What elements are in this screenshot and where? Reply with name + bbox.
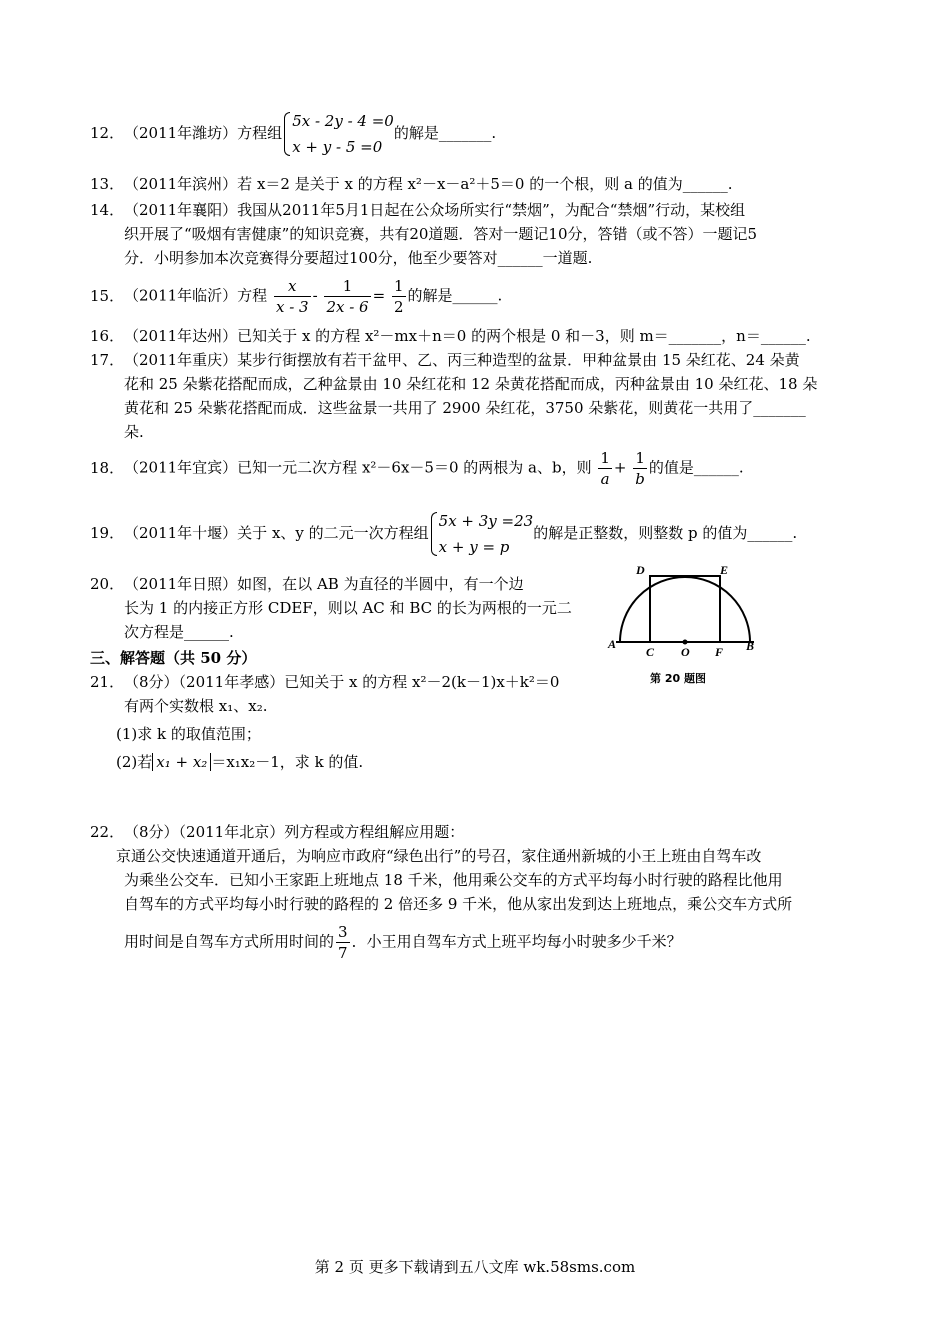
question-number: 19． (90, 524, 125, 542)
equation-line: x + y = p (438, 538, 510, 556)
label-e: E (720, 563, 729, 577)
question-text: （2011年日照）如图，在以 AB 为直径的半圆中，有一个边 (124, 575, 524, 593)
question-17 (90, 348, 870, 444)
question-19 (90, 508, 870, 560)
equation-line: x + y - 5 =0 (292, 138, 383, 156)
question-text: 用时间是自驾车方式所用时间的 (124, 932, 335, 951)
numerator: 1 (393, 277, 404, 295)
question-number: 15． (90, 286, 125, 305)
question-text: 织开展了“吸烟有害健康”的知识竞赛，共有20道题．答对一题记10分，答错（或不答）一题记5 (124, 225, 758, 243)
fraction (598, 448, 612, 489)
page-footer: 第 2 页 更多下载请到五八文库 wk.58sms.com (314, 1258, 636, 1276)
question-15 (90, 276, 870, 317)
label-b: B (746, 639, 755, 653)
equation-line: 5x - 2y - 4 =0 (292, 112, 394, 130)
equation-line: 5x + 3y =23 (438, 512, 534, 530)
operator: = (372, 286, 386, 305)
center-point (683, 640, 688, 645)
question-text: （8分）（2011年孝感）已知关于 x 的方程 x²－2(k－1)x＋k²＝0 (124, 673, 560, 691)
question-number: 22． (90, 823, 125, 841)
question-text: 京通公交快速通道开通后，为响应市政府“绿色出行”的号召，家住通州新城的小王上班由自驾车改 (116, 847, 762, 865)
absolute-value: x₁ + x₂ (152, 753, 211, 771)
question-16 (90, 324, 870, 348)
question-text: 朵. (124, 423, 144, 441)
denominator: b (635, 470, 645, 488)
question-text: 次方程是______. (124, 623, 234, 641)
question-text: (2)若 (116, 753, 153, 771)
question-number: 14． (90, 201, 125, 219)
section-title: 三、解答题（共 50 分） (90, 649, 257, 667)
question-text: 的解是正整数，则整数 p 的值为______. (533, 524, 798, 542)
label-f: F (715, 645, 724, 659)
operator: - (312, 286, 318, 305)
fraction (633, 448, 647, 489)
square-cdef (650, 576, 720, 642)
question-text: ．小王用自驾车方式上班平均每小时驶多少千米？ (351, 932, 682, 951)
question-text: （2011年襄阳）我国从2011年5月1日起在公众场所实行“禁烟”，为配合“禁烟”行动，某校组 (124, 201, 746, 219)
numerator: 1 (600, 449, 610, 467)
question-text: 分．小明参加本次竞赛得分要超过100分，他至少要答对______一道题. (124, 249, 593, 267)
numerator: x (274, 276, 311, 297)
question-number: 18． (90, 458, 125, 477)
question-text: 长为 1 的内接正方形 CDEF，则以 AC 和 BC 的长为两根的一元二 (124, 599, 572, 617)
question-text: （2011年临沂）方程 (124, 286, 268, 305)
question-text: ＝x₁x₂－1，求 k 的值. (211, 753, 364, 771)
label-a: A (608, 637, 617, 651)
question-text: （2011年滨州）若 x＝2 是关于 x 的方程 x²－x－a²＋5＝0 的一个根，则 a 的值为______. (124, 175, 733, 193)
fraction (336, 922, 350, 963)
question-number: 13． (90, 175, 125, 193)
question-text: 花和 25 朵紫花搭配而成，乙种盆景由 10 朵红花和 12 朵黄花搭配而成，丙种盆景由 10 朵红花、18 朵 (124, 375, 818, 393)
equation-system (431, 508, 534, 560)
question-text: （2011年十堰）关于 x、y 的二元一次方程组 (124, 524, 429, 542)
question-text: (1)求 k 的取值范围； (116, 725, 261, 743)
label-d: D (636, 563, 645, 577)
question-text: （2011年达州）已知关于 x 的方程 x²－mx＋n＝0 的两个根是 0 和－3，则 m＝_______，n＝______. (124, 327, 811, 345)
question-text: 有两个实数根 x₁、x₂. (124, 697, 268, 715)
question-number: 16． (90, 327, 125, 345)
question-text: 为乘坐公交车．已知小王家距上班地点 18 千米，他用乘公交车的方式平均每小时行驶的路程比他用 (124, 871, 783, 889)
question-number: 12． (90, 124, 125, 142)
equation-system (284, 108, 394, 160)
denominator: x - 3 (275, 298, 309, 316)
question-text: 自驾车的方式平均每小时行驶的路程的 2 倍还多 9 千米，他从家出发到达上班地点，乘公交车方式所 (124, 895, 793, 913)
question-text: （8分）（2011年北京）列方程或方程组解应用题： (124, 823, 465, 841)
question-12 (90, 108, 870, 160)
semicircle-arc (620, 577, 750, 642)
numerator: 1 (324, 276, 370, 297)
denominator: 7 (338, 944, 348, 962)
fraction (392, 276, 406, 317)
fraction (324, 276, 370, 317)
question-text: （2011年重庆）某步行街摆放有若干盆甲、乙、丙三种造型的盆景．甲种盆景由 15 朵红花、24 朵黄 (124, 351, 800, 369)
question-number: 20． (90, 575, 125, 593)
question-text: （2011年宜宾）已知一元二次方程 x²－6x－5＝0 的两根为 a、b，则 (124, 458, 592, 477)
question-21 (90, 670, 610, 774)
label-o: O (681, 645, 690, 659)
question-22 (90, 820, 870, 963)
question-text: （2011年潍坊）方程组 (124, 124, 283, 142)
denominator: 2 (393, 298, 404, 316)
question-text: 的值是______. (648, 458, 744, 477)
fraction (274, 276, 311, 317)
denominator: 2x - 6 (326, 298, 369, 316)
figure-caption: 第 20 题图 (650, 672, 706, 685)
question-18 (90, 448, 870, 489)
question-13 (90, 172, 870, 196)
question-number: 21． (90, 673, 125, 691)
question-text: 的解是______. (407, 286, 503, 305)
label-c: C (646, 645, 655, 659)
question-number: 17． (90, 351, 125, 369)
question-text: 的解是_______. (393, 124, 497, 142)
question-text: 黄花和 25 朵紫花搭配而成．这些盆景一共用了 2900 朵红花，3750 朵紫花，则黄花一共用了_______ (124, 399, 806, 417)
semicircle-figure (602, 560, 772, 690)
numerator: 1 (633, 448, 647, 469)
question-14 (90, 198, 870, 270)
numerator: 3 (338, 923, 348, 941)
question-20 (90, 572, 610, 644)
operator: + (613, 458, 627, 477)
denominator: a (600, 470, 610, 488)
